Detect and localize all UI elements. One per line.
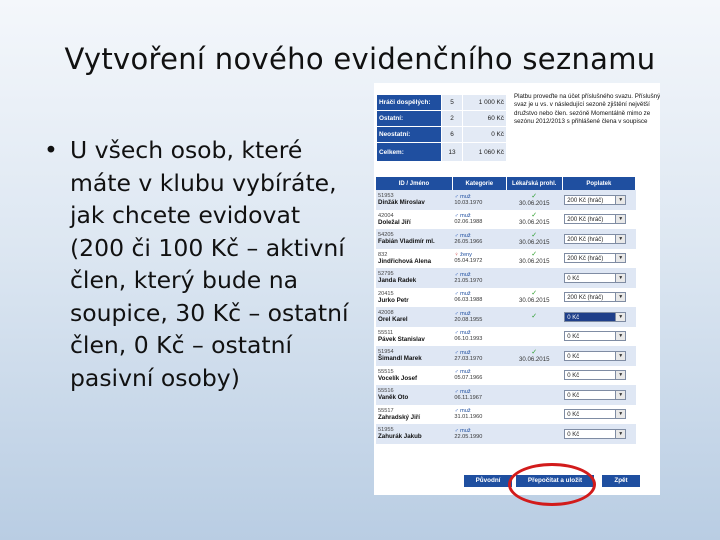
summary-label: Ostatní: — [377, 111, 442, 127]
medical-cell — [506, 307, 562, 327]
fee-select[interactable] — [564, 273, 626, 283]
fee-cell — [562, 405, 635, 425]
summary-count: 6 — [442, 127, 463, 143]
fee-value: 0 Kč — [567, 334, 580, 341]
fee-select[interactable] — [564, 351, 626, 361]
summary-amount: 0 Kč — [463, 127, 507, 143]
chevron-down-icon[interactable]: ▼ — [615, 391, 625, 399]
table-header-row — [376, 177, 636, 190]
table-row — [376, 190, 636, 210]
member-id: 42004 — [378, 212, 394, 219]
fee-select[interactable] — [564, 409, 626, 419]
category-cell — [452, 288, 506, 308]
table-row — [376, 405, 636, 425]
fee-cell — [562, 346, 635, 366]
category-label: muž — [460, 271, 471, 278]
check-icon: ✓ — [531, 212, 538, 220]
member-id-name-cell — [376, 288, 452, 308]
category-label: muž — [460, 408, 471, 415]
medical-date: 30.06.2015 — [518, 199, 550, 207]
member-name[interactable]: Fabián Vladimír ml. — [378, 238, 435, 246]
member-name[interactable]: Dinžák Miroslav — [378, 199, 425, 207]
column-header-category[interactable]: Kategorie — [452, 177, 506, 190]
member-id: 51955 — [378, 427, 394, 434]
category-cell — [452, 229, 506, 249]
birth-date: 02.06.1988 — [454, 219, 483, 226]
male-icon: ♂ — [454, 232, 459, 239]
summary-row — [377, 111, 507, 127]
male-icon: ♂ — [454, 408, 459, 415]
medical-cell — [506, 346, 562, 366]
male-icon: ♂ — [454, 310, 459, 317]
male-icon: ♂ — [454, 271, 459, 278]
medical-cell — [506, 249, 562, 269]
medical-cell — [506, 268, 562, 288]
chevron-down-icon[interactable]: ▼ — [615, 274, 625, 282]
member-id-name-cell — [376, 268, 452, 288]
member-id: 54205 — [378, 232, 394, 239]
birth-date: 05.07.1966 — [454, 375, 483, 382]
birth-date: 26.05.1966 — [454, 238, 483, 245]
check-icon: ✓ — [531, 251, 538, 259]
fee-cell — [562, 190, 635, 210]
fee-select[interactable] — [564, 331, 626, 341]
category-cell — [452, 268, 506, 288]
chevron-down-icon[interactable]: ▼ — [615, 254, 625, 262]
member-id-name-cell — [376, 229, 452, 249]
member-id: 55511 — [378, 329, 394, 336]
fee-select[interactable] — [564, 292, 626, 302]
check-icon: ✓ — [531, 192, 538, 200]
birth-date: 22.05.1990 — [454, 433, 483, 440]
female-icon: ♀ — [454, 252, 459, 259]
table-row — [376, 327, 636, 347]
category-cell — [452, 249, 506, 269]
member-name[interactable]: Vocelík Josef — [378, 374, 418, 382]
category-cell — [452, 385, 506, 405]
fee-select[interactable] — [564, 312, 626, 322]
summary-label: Celkem: — [377, 143, 442, 162]
category-cell — [452, 210, 506, 230]
medical-cell — [506, 229, 562, 249]
chevron-down-icon[interactable]: ▼ — [615, 293, 625, 301]
fee-value: 0 Kč — [567, 353, 580, 360]
chevron-down-icon[interactable]: ▼ — [615, 430, 625, 438]
category-label: muž — [460, 193, 471, 200]
check-icon: ✓ — [531, 348, 538, 356]
birth-date: 06.10.1993 — [454, 336, 483, 343]
check-icon: ✓ — [531, 313, 538, 321]
medical-date: 30.06.2015 — [518, 258, 550, 266]
category-label: muž — [460, 291, 471, 298]
member-id: 832 — [378, 251, 388, 258]
summary-amount: 1 060 Kč — [463, 143, 507, 162]
male-icon: ♂ — [454, 213, 459, 220]
fee-cell — [562, 424, 635, 444]
male-icon: ♂ — [454, 388, 459, 395]
table-row — [376, 424, 636, 444]
category-label: ženy — [460, 252, 472, 259]
summary-label: Neostatní: — [377, 127, 442, 143]
medical-cell — [506, 210, 562, 230]
medical-date: 30.06.2015 — [518, 297, 550, 305]
category-cell — [452, 346, 506, 366]
medical-cell — [506, 385, 562, 405]
payment-info-text: Platbu proveďte na účet příslušného svazu. Příslušný svaz je u vs. v následující sezoně zjištění největší družstvo nebo člen. sezóně Momentálně mimo ze sezónu 2012/2013 s přihlášené člena v soupisce — [514, 93, 660, 125]
member-id: 55517 — [378, 407, 394, 414]
back-button[interactable]: Původní — [464, 475, 512, 487]
fee-cell — [562, 268, 635, 288]
table-row — [376, 307, 636, 327]
fee-select[interactable] — [564, 429, 626, 439]
member-id-name-cell — [376, 249, 452, 269]
birth-date: 06.03.1988 — [454, 297, 483, 304]
member-id-name-cell — [376, 307, 452, 327]
birth-date: 21.05.1970 — [454, 277, 483, 284]
category-cell — [452, 405, 506, 425]
male-icon: ♂ — [454, 349, 459, 356]
fee-select[interactable] — [564, 390, 626, 400]
fee-value: 200 Kč (hráč) — [567, 295, 604, 302]
summary-count: 13 — [442, 143, 463, 162]
member-name[interactable]: Doležal Jiří — [378, 218, 411, 226]
medical-cell — [506, 424, 562, 444]
member-id: 42008 — [378, 310, 394, 317]
member-name[interactable]: Jurko Petr — [378, 296, 409, 304]
category-label: muž — [460, 369, 471, 376]
chevron-down-icon[interactable]: ▼ — [615, 332, 625, 340]
category-label: muž — [460, 310, 471, 317]
app-screenshot — [374, 83, 660, 495]
birth-date: 27.03.1970 — [454, 355, 483, 362]
fee-cell — [562, 288, 635, 308]
member-name[interactable]: Jindřichová Alena — [378, 257, 432, 265]
medical-cell — [506, 288, 562, 308]
fee-value: 200 Kč (hráč) — [567, 217, 604, 224]
medical-date: 30.06.2015 — [518, 238, 550, 246]
category-cell — [452, 307, 506, 327]
member-id-name-cell — [376, 385, 452, 405]
category-label: muž — [460, 330, 471, 337]
fee-select[interactable] — [564, 214, 626, 224]
male-icon: ♂ — [454, 427, 459, 434]
member-name[interactable]: Pávek Stanislav — [378, 335, 425, 343]
male-icon: ♂ — [454, 193, 459, 200]
medical-cell — [506, 190, 562, 210]
chevron-down-icon[interactable]: ▼ — [615, 196, 625, 204]
fee-cell — [562, 366, 635, 386]
medical-cell — [506, 405, 562, 425]
summary-row — [377, 95, 507, 111]
table-row — [376, 268, 636, 288]
fee-value: 200 Kč (hráč) — [567, 197, 604, 204]
summary-count: 2 — [442, 111, 463, 127]
return-button[interactable]: Zpět — [602, 475, 640, 487]
fee-value: 200 Kč (hráč) — [567, 256, 604, 263]
fee-value: 0 Kč — [567, 373, 580, 380]
fee-value: 0 Kč — [567, 314, 580, 321]
category-label: muž — [460, 388, 471, 395]
summary-row — [377, 143, 507, 162]
category-cell — [452, 327, 506, 347]
chevron-down-icon[interactable]: ▼ — [615, 371, 625, 379]
fee-value: 0 Kč — [567, 275, 580, 282]
summary-row — [377, 127, 507, 143]
check-icon: ✓ — [531, 231, 538, 239]
male-icon: ♂ — [454, 369, 459, 376]
fee-value: 0 Kč — [567, 431, 580, 438]
table-row — [376, 366, 636, 386]
summary-count: 5 — [442, 95, 463, 111]
summary-amount: 1 000 Kč — [463, 95, 507, 111]
fee-value: 0 Kč — [567, 412, 580, 419]
category-cell — [452, 424, 506, 444]
member-id: 51954 — [378, 349, 394, 356]
category-label: muž — [460, 427, 471, 434]
fee-cell — [562, 229, 635, 249]
fee-value: 200 Kč (hráč) — [567, 236, 604, 243]
bullet-text: U všech osob, které máte v klubu vybíráte, jak chcete evidovat (200 či 100 Kč – aktivní člen, který bude na soupice, 30 Kč – ostatní člen, 0 Kč – ostatní pasivní osoby) — [70, 136, 349, 392]
fee-cell — [562, 327, 635, 347]
birth-date: 31.01.1960 — [454, 414, 483, 421]
highlight-circle — [508, 463, 596, 506]
summary-label: Hráči dospělých: — [377, 95, 442, 111]
fee-select[interactable] — [564, 253, 626, 263]
column-header-medical[interactable]: Lékařská prohl. — [506, 177, 562, 190]
table-row — [376, 210, 636, 230]
member-id: 20415 — [378, 290, 394, 297]
birth-date: 20.08.1955 — [454, 316, 483, 323]
member-id-name-cell — [376, 424, 452, 444]
member-id: 51953 — [378, 193, 394, 200]
member-name[interactable]: Orel Karel — [378, 316, 408, 324]
fee-select[interactable] — [564, 195, 626, 205]
chevron-down-icon[interactable]: ▼ — [615, 215, 625, 223]
fee-cell — [562, 307, 635, 327]
fee-cell — [562, 210, 635, 230]
medical-cell — [506, 327, 562, 347]
bullet-marker: • — [44, 136, 58, 164]
member-id-name-cell — [376, 210, 452, 230]
fee-select[interactable] — [564, 234, 626, 244]
member-id-name-cell — [376, 346, 452, 366]
member-name[interactable]: Janda Radek — [378, 277, 417, 285]
column-header-id-name[interactable]: ID / Jméno — [376, 177, 452, 190]
birth-date: 05.04.1972 — [454, 258, 483, 265]
summary-amount: 60 Kč — [463, 111, 507, 127]
member-id-name-cell — [376, 366, 452, 386]
table-row — [376, 346, 636, 366]
table-row — [376, 385, 636, 405]
member-id: 52795 — [378, 271, 394, 278]
member-id-name-cell — [376, 405, 452, 425]
male-icon: ♂ — [454, 330, 459, 337]
fee-summary-table — [376, 94, 507, 162]
fee-select[interactable] — [564, 370, 626, 380]
medical-cell — [506, 366, 562, 386]
male-icon: ♂ — [454, 291, 459, 298]
member-id: 55516 — [378, 388, 394, 395]
recalculate-save-button[interactable]: Přepočítat a uložit — [516, 475, 594, 487]
table-row — [376, 288, 636, 308]
member-name[interactable]: Zahradský Jiří — [378, 413, 420, 421]
slide-title: Vytvoření nového evidenčního seznamu — [64, 42, 656, 76]
chevron-down-icon[interactable]: ▼ — [615, 410, 625, 418]
category-cell — [452, 190, 506, 210]
category-cell — [452, 366, 506, 386]
chevron-down-icon[interactable]: ▼ — [615, 352, 625, 360]
medical-date: 30.06.2015 — [518, 355, 550, 363]
birth-date: 06.11.1967 — [454, 394, 482, 401]
category-label: muž — [460, 213, 471, 220]
fee-cell — [562, 249, 635, 269]
member-name[interactable]: Šimandl Marek — [378, 355, 422, 363]
column-header-fee[interactable]: Poplatek — [562, 177, 635, 190]
member-id: 55515 — [378, 368, 394, 375]
table-row — [376, 229, 636, 249]
member-name[interactable]: Zahurák Jakub — [378, 433, 422, 441]
fee-value: 0 Kč — [567, 392, 580, 399]
check-icon: ✓ — [531, 290, 538, 298]
birth-date: 10.03.1970 — [454, 199, 483, 206]
member-name[interactable]: Vaněk Oto — [378, 394, 409, 402]
members-table — [376, 177, 636, 444]
chevron-down-icon[interactable]: ▼ — [615, 313, 625, 321]
table-row — [376, 249, 636, 269]
member-id-name-cell — [376, 327, 452, 347]
medical-date: 30.06.2015 — [518, 219, 550, 227]
chevron-down-icon[interactable]: ▼ — [615, 235, 625, 243]
category-label: muž — [460, 349, 471, 356]
fee-cell — [562, 385, 635, 405]
category-label: muž — [460, 232, 471, 239]
member-id-name-cell — [376, 190, 452, 210]
